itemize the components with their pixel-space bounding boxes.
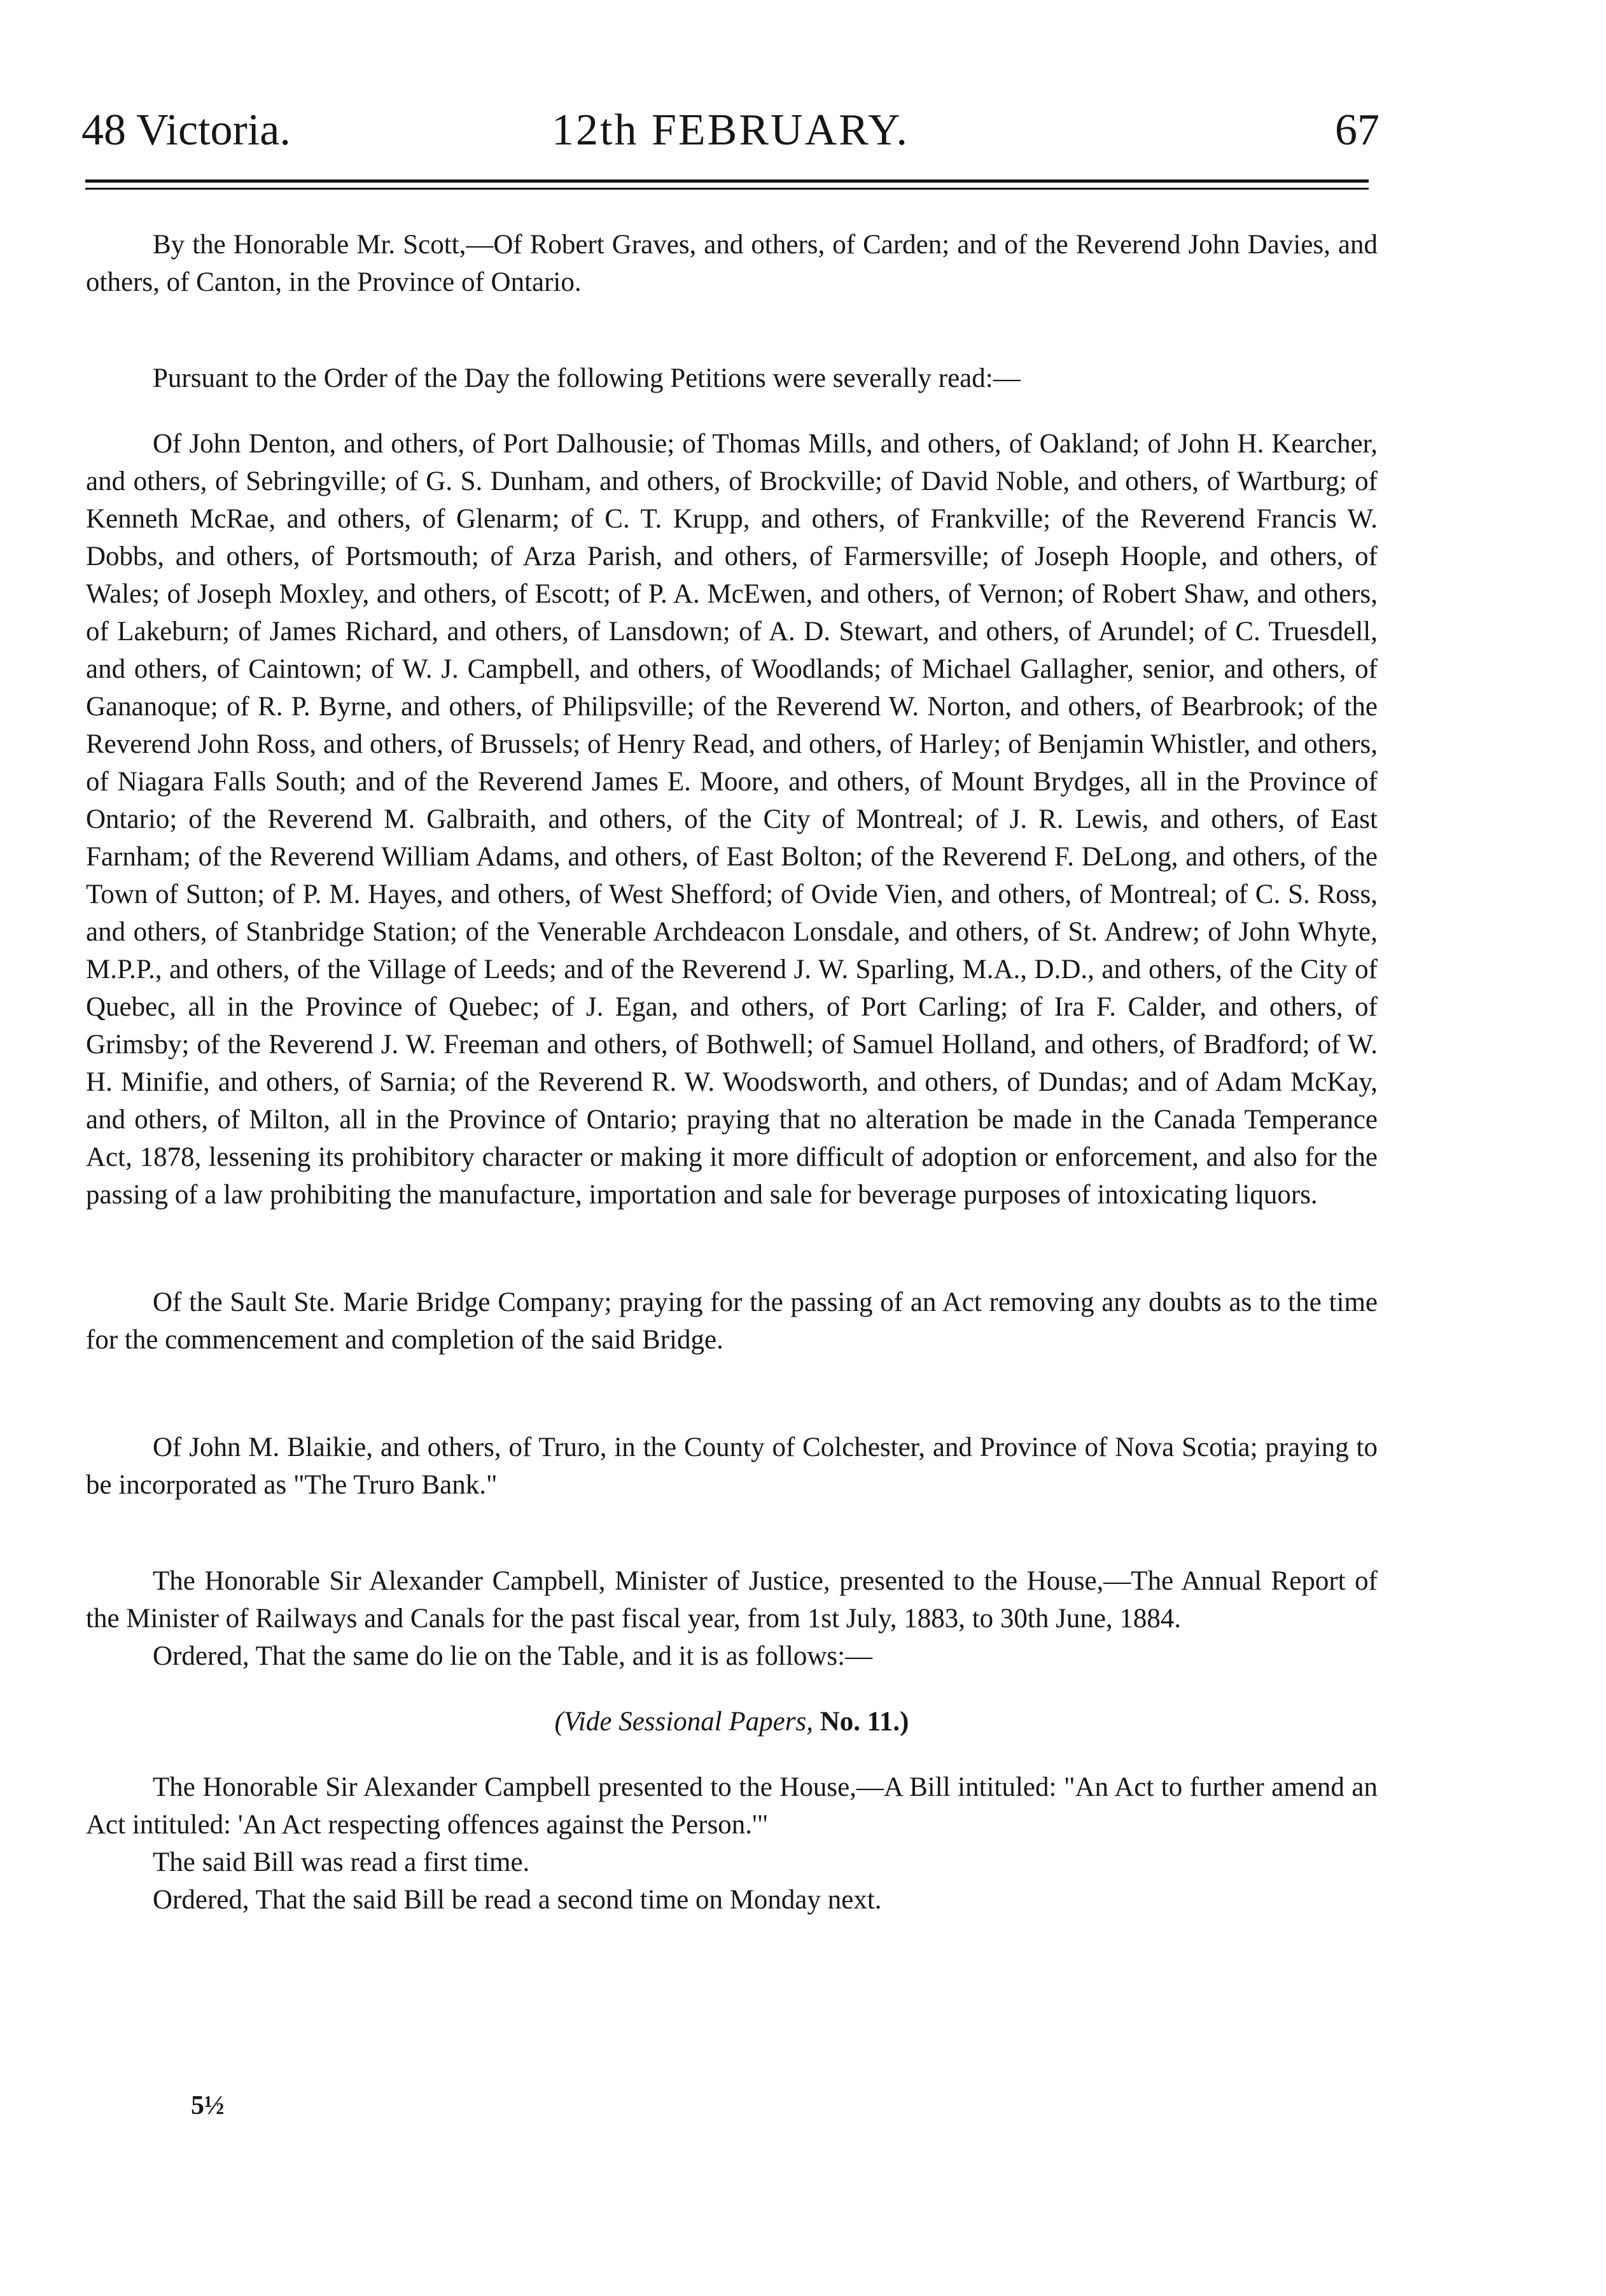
header-rule-thin xyxy=(85,188,1369,190)
paragraph-petitions-presented: By the Honorable Mr. Scott,—Of Robert Graves, and others, of Carden; and of the Reverend John Davies, and others, of Canton, in the Province of Ontario. xyxy=(86,230,1378,297)
page-number: 67 xyxy=(1335,106,1379,155)
header-session: 48 Victoria. xyxy=(81,106,291,155)
signature-mark: 5½ xyxy=(191,2091,225,2120)
vide-number: No. 11.) xyxy=(820,1707,909,1737)
paragraph-order-of-day: Pursuant to the Order of the Day the following Petitions were severally read:— xyxy=(153,363,1021,393)
paragraph-ordered-lie-on-table: Ordered, That the same do lie on the Table, and it is as follows:— xyxy=(153,1641,873,1671)
paragraph-first-reading: The said Bill was read a first time. xyxy=(153,1847,530,1877)
vide-sessional-papers xyxy=(86,1703,1378,1740)
header-date: 12th FEBRUARY. xyxy=(552,106,909,155)
paragraph-second-reading-order: Ordered, That the said Bill be read a second time on Monday next. xyxy=(153,1885,882,1915)
paragraph-bridge-company: Of the Sault Ste. Marie Bridge Company; praying for the passing of an Act removing any doubts as to the time for the commencement and completion of the said Bridge. xyxy=(86,1287,1378,1355)
paragraph-annual-report: The Honorable Sir Alexander Campbell, Minister of Justice, presented to the House,—The Annual Report of the Minister of Railways and Canals for the past fiscal year, from 1st July, 1883, to 30th June, 1884. xyxy=(86,1566,1378,1634)
header-rule-thick xyxy=(85,179,1369,183)
paragraph-temperance-petitions: Of John Denton, and others, of Port Dalhousie; of Thomas Mills, and others, of Oakland; of John H. Kearcher, and others, of Sebringville; of G. S. Dunham, and others, of Brockville; of David Noble, and others, of Wartburg; of Kenneth McRae, and others, of Glenarm; of C. T. Krupp, and others, of Frankville; of the Reverend Francis W. Dobbs, and others, of Portsmouth; of Arza Parish, and others, of Farmersville; of Joseph Hoople, and others, of Wales; of Joseph Moxley, and others, of Escott; of P. A. McEwen, and others, of Vernon; of Robert Shaw, and others, of Lakeburn; of James Richard, and others, of Lansdown; of A. D. Stewart, and others, of Arundel; of C. Truesdell, and others, of Caintown; of W. J. Campbell, and others, of Woodlands; of Michael Gallagher, senior, and others, of Gananoque; of R. P. Byrne, and others, of Philipsville; of the Reverend W. Norton, and others, of Bearbrook; of the Reverend John Ross, and others, of Brussels; of Henry Read, and others, of Harley; of Benjamin Whistler, and others, of Niagara Falls South; and of the Reverend James E. Moore, and others, of Mount Brydges, all in the Province of Ontario; of the Reverend M. Galbraith, and others, of the City of Montreal; of J. R. Lewis, and others, of East Farnham; of the Reverend William Adams, and others, of East Bolton; of the Reverend F. DeLong, and others, of the Town of Sutton; of P. M. Hayes, and others, of West Shefford; of Ovide Vien, and others, of Montreal; of C. S. Ross, and others, of Stanbridge Station; of the Venerable Archdeacon Lonsdale, and others, of St. Andrew; of John Whyte, M.P.P., and others, of the Village of Leeds; and of the Reverend J. W. Sparling, M.A., D.D., and others, of the City of Quebec, all in the Province of Quebec; of J. Egan, and others, of Port Carling; of Ira F. Calder, and others, of Grimsby; of the Reverend J. W. Freeman and others, of Bothwell; of Samuel Holland, and others, of Bradford; of W. H. Minifie, and others, of Sarnia; of the Reverend R. W. Woodsworth, and others, of Dundas; and of Adam McKay, and others, of Milton, all in the Province of Ontario; praying that no alteration be made in the Canada Temperance Act, 1878, lessening its prohibitory character or making it more difficult of adoption or enforcement, and also for the passing of a law prohibiting the manufacture, importation and sale for beverage purposes of intoxicating liquors. xyxy=(86,429,1378,1210)
vide-label: (Vide Sessional Papers, xyxy=(554,1707,813,1737)
running-header xyxy=(81,99,1379,162)
journal-body xyxy=(86,226,1378,1919)
paragraph-bill-intituled: The Honorable Sir Alexander Campbell presented to the House,—A Bill intituled: "An Act to further amend an Act intituled: 'An Act respecting offences against the Person.'" xyxy=(86,1772,1378,1840)
paragraph-truro-bank: Of John M. Blaikie, and others, of Truro, in the County of Colchester, and Province of Nova Scotia; praying to be incorporated as "The Truro Bank." xyxy=(86,1432,1378,1500)
